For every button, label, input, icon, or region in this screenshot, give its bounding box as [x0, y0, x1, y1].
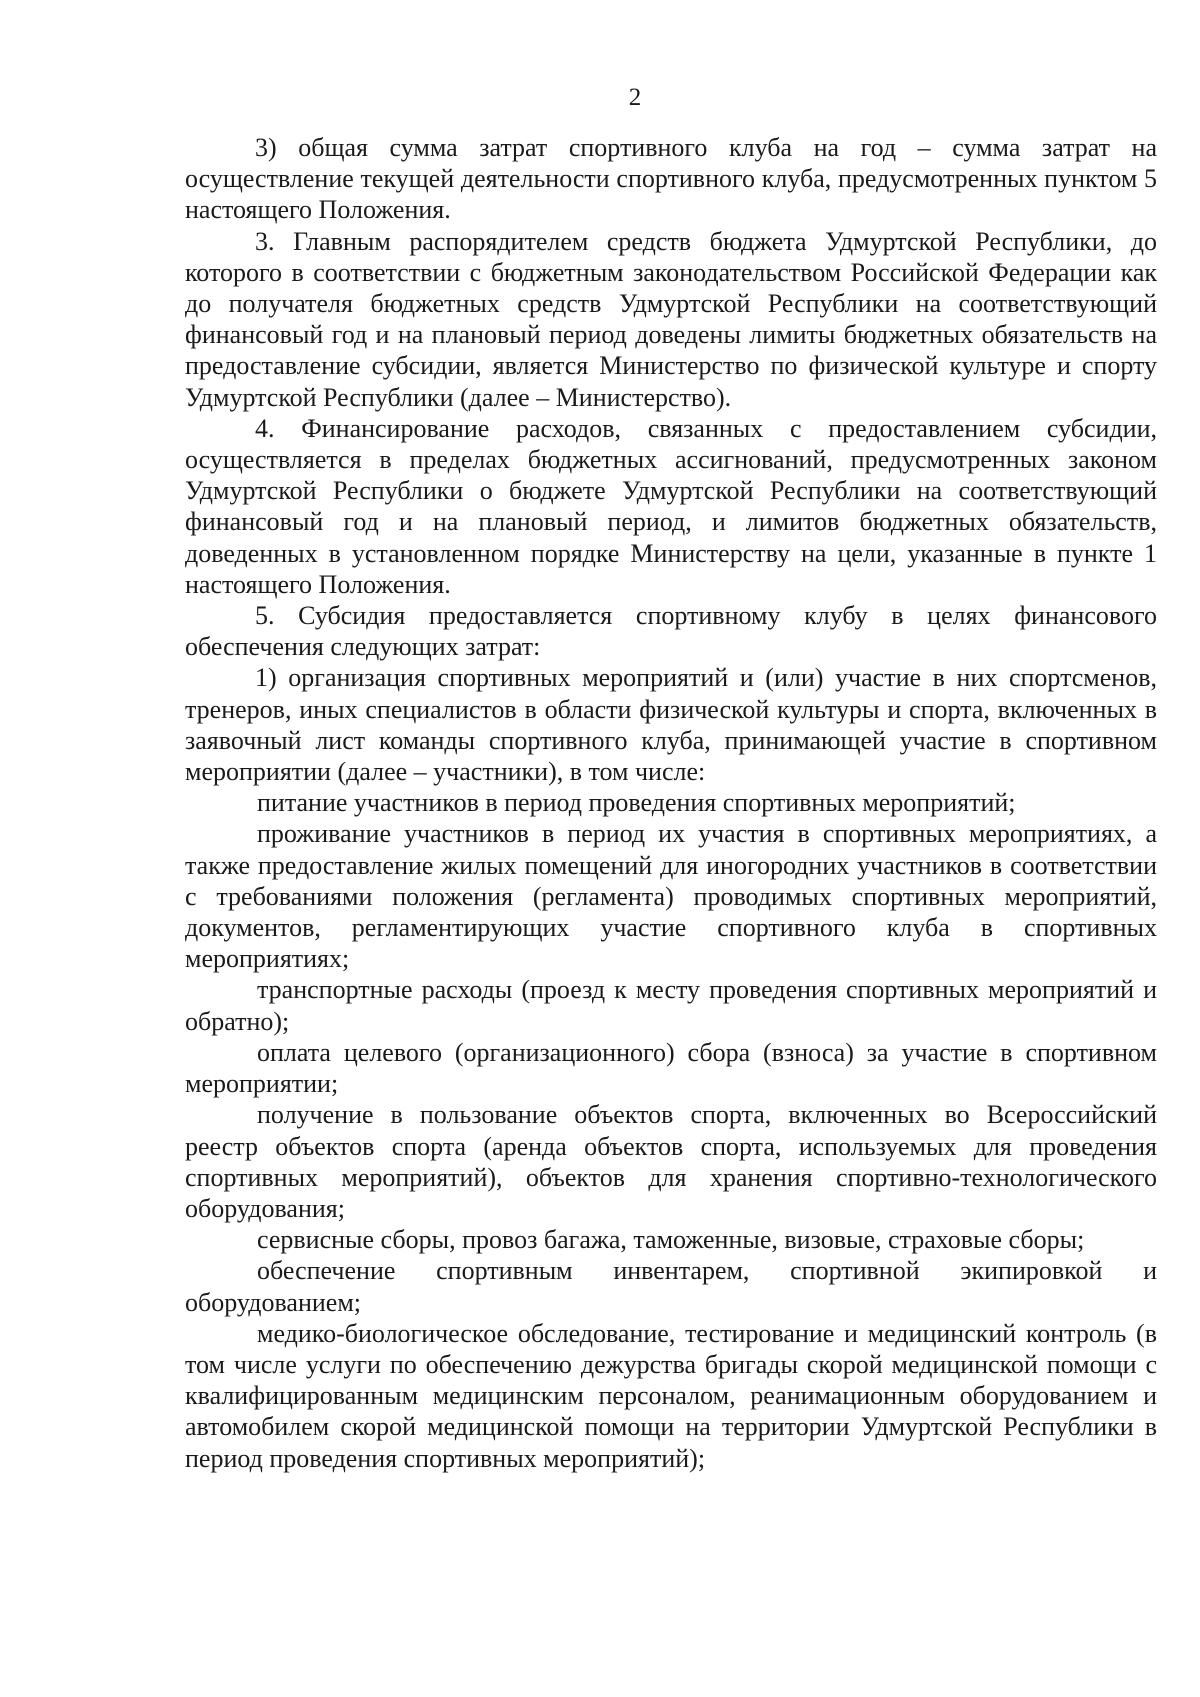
list-item-transport: транспортные расходы (проезд к месту проведения спортивных мероприятий и обратно);: [185, 975, 1157, 1036]
paragraph-5-item-1: 1) организация спортивных мероприятий и (или) участие в них спортсменов, тренеров, иных специалистов в области физической культуры и спорта, включенных в заявочный лист команды спортивного клуба, принимающей участие в спортивном мероприятии (далее – участники), в том числе:: [185, 663, 1157, 787]
list-item-medical: медико-биологическое обследование, тестирование и медицинский контроль (в том числе услуги по обеспечению дежурства бригады скорой медицинской помощи с квалифицированным медицинским персоналом, реанимационным оборудованием и автомобилем скорой медицинской помощи на территории Удмуртской Республики в период проведения спортивных мероприятий);: [185, 1318, 1157, 1473]
paragraph-total-costs: 3) общая сумма затрат спортивного клуба на год – сумма затрат на осуществление текущей деятельности спортивного клуба, предусмотренных пунктом 5 настоящего Положения.: [185, 133, 1157, 225]
paragraph-5-subsidy: 5. Субсидия предоставляется спортивному клубу в целях финансового обеспечения следующих затрат:: [185, 601, 1157, 662]
list-item-food: питание участников в период проведения спортивных мероприятий;: [257, 788, 1016, 818]
list-item-fee: оплата целевого (организационного) сбора (взноса) за участие в спортивном мероприятии;: [185, 1037, 1157, 1099]
list-item-accommodation: проживание участников в период их участия в спортивных мероприятиях, а также предоставление жилых помещений для иногородних участников в соответствии с требованиями положения (регламента) проводимых спортивных мероприятий, документов, регламентирующих участие спортивного клуба в спортивных мероприятиях;: [185, 819, 1157, 974]
list-item-facilities: получение в пользование объектов спорта, включенных во Всероссийский реестр объектов спорта (аренда объектов спорта, используемых для проведения спортивных мероприятий), объектов для хранения спортивно-технологического оборудования;: [185, 1100, 1157, 1223]
paragraph-3-budget-manager: 3. Главным распорядителем средств бюджета Удмуртской Республики, до которого в соответствии с бюджетным законодательством Российской Федерации как до получателя бюджетных средств Удмуртской Республики на соответствующий финансовый год и на плановый период доведены лимиты бюджетных обязательств на предоставление субсидии, является Министерство по физической культуре и спорту Удмуртской Республики (далее – Министерство).: [185, 226, 1157, 412]
document-body: [185, 132, 1157, 1474]
page-number: 2: [628, 84, 642, 111]
paragraph-4-financing: 4. Финансирование расходов, связанных с предоставлением субсидии, осуществляется в пределах бюджетных ассигнований, предусмотренных законом Удмуртской Республики о бюджете Удмуртской Республики на соответствующий финансовый год и на плановый период, и лимитов бюджетных обязательств, доведенных в установленном порядке Министерству на цели, указанные в пункте 1 настоящего Положения.: [185, 413, 1157, 599]
list-item-equipment: обеспечение спортивным инвентарем, спортивной экипировкой и оборудованием;: [185, 1256, 1157, 1317]
list-item-service-fees: сервисные сборы, провоз багажа, таможенные, визовые, страховые сборы;: [257, 1225, 1085, 1255]
